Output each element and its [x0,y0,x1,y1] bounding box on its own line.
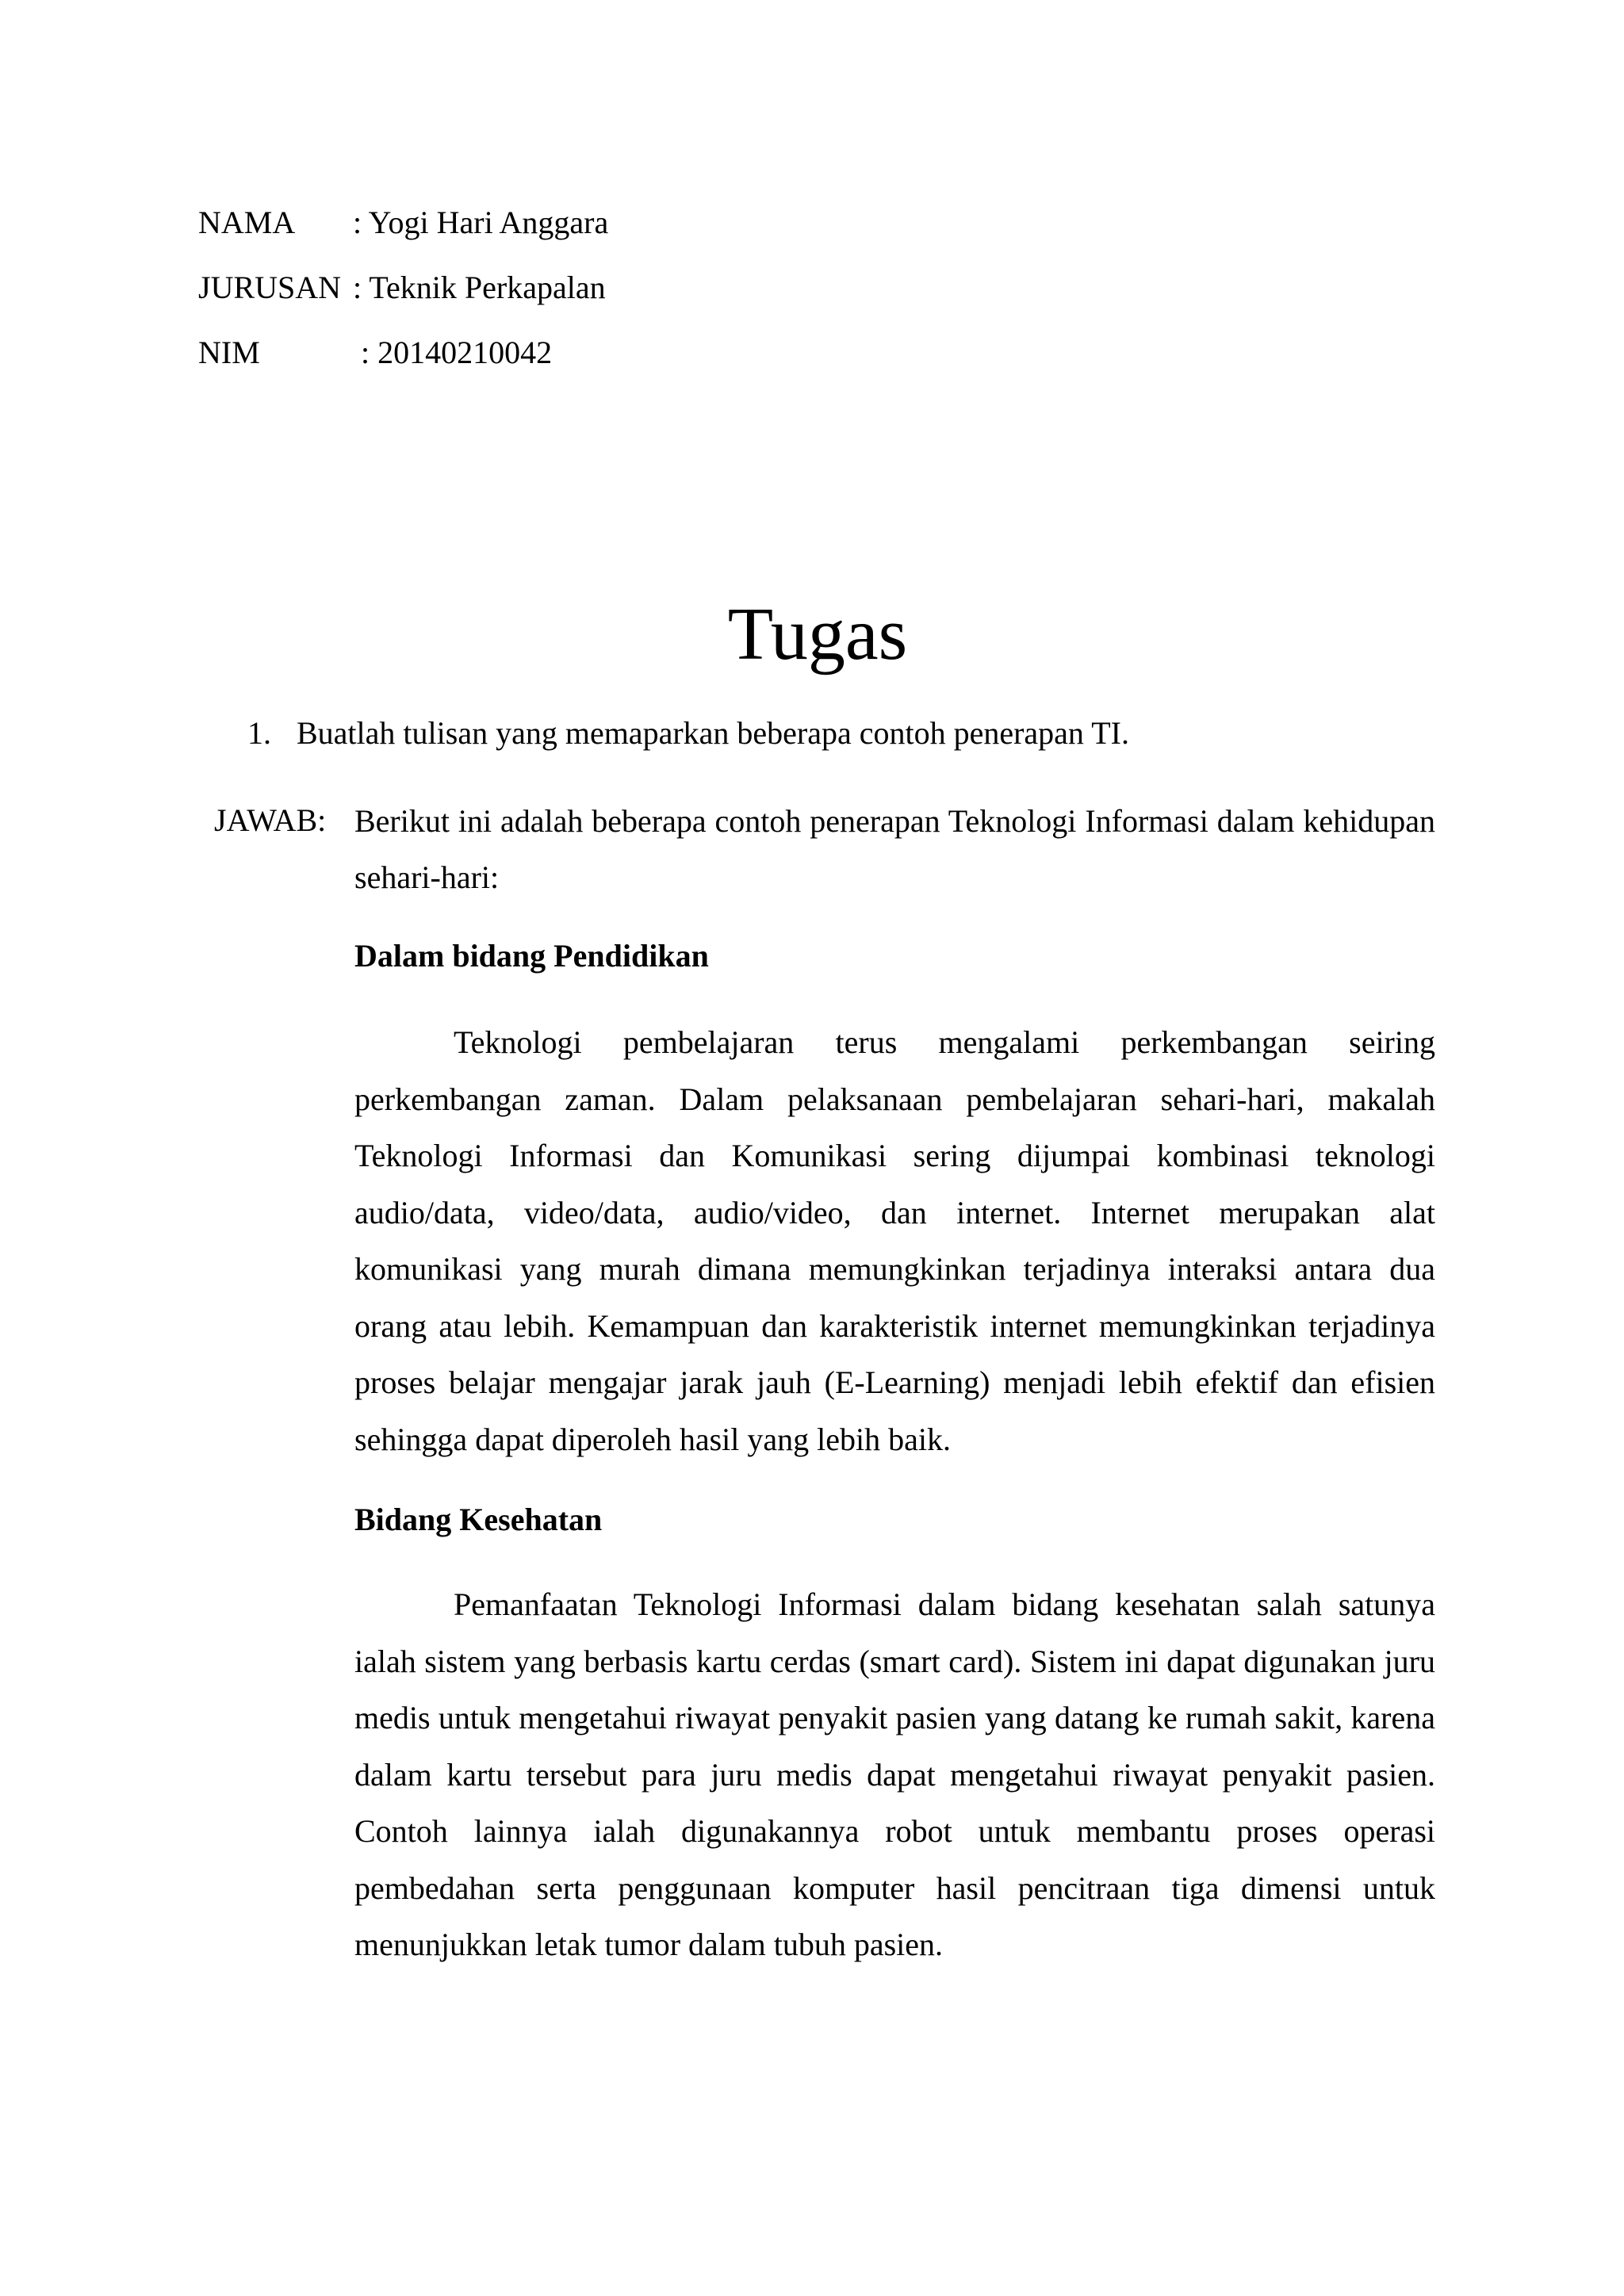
identity-row-major [198,255,608,320]
section-paragraph: Teknologi pembelajaran terus mengalami perkembangan seiring perkembangan zaman. Dalam pelaksanaan pembelajaran sehari-hari, makalah Teknologi Informasi dan Komunikasi sering dijumpai kombinasi teknologi audio/data, video/data, audio/video, dan internet. Internet merupakan alat komunikasi yang murah dimana memungkinkan terjadinya interaksi antara dua orang atau lebih. Kemampuan dan karakteristik internet memungkinkan terjadinya proses belajar mengajar jarak jauh (E-Learning) menjadi lebih efektif dan efisien sehingga dapat diperoleh hasil yang lebih baik. [354,1024,1435,1457]
identity-block [198,190,608,385]
major-value: : Teknik Perkapalan [353,270,606,305]
major-label: JURUSAN [198,270,342,305]
section-education [354,932,1435,1468]
nim-value: : 20140210042 [361,335,553,370]
answer-label: JAWAB: [214,802,327,838]
question-text: Buatlah tulisan yang memaparkan beberapa contoh penerapan TI. [297,715,1129,751]
section-heading: Dalam bidang Pendidikan [354,938,709,974]
section-health [354,1496,1435,1973]
identity-row-name [198,190,608,255]
document-title: Tugas [727,593,908,675]
answer-intro: Berikut ini adalah beberapa contoh penerapan Teknologi Informasi dalam kehidupan sehari-hari: [354,803,1435,895]
section-paragraph: Pemanfaatan Teknologi Informasi dalam bidang kesehatan salah satunya ialah sistem yang berbasis kartu cerdas (smart card). Sistem ini dapat digunakan juru medis untuk mengetahui riwayat penyakit pasien yang datang ke rumah sakit, karena dalam kartu tersebut para juru medis dapat mengetahui riwayat penyakit pasien. Contoh lainnya ialah digunakannya robot untuk membantu proses operasi pembedahan serta penggunaan komputer hasil pencitraan tiga dimensi untuk menunjukkan letak tumor dalam tubuh pasien. [354,1586,1435,1962]
question-number: 1. [247,715,271,751]
name-value: : Yogi Hari Anggara [353,205,609,240]
section-heading: Bidang Kesehatan [354,1502,603,1537]
name-label: NAMA [198,205,296,240]
question-item [247,710,1129,757]
nim-label: NIM [198,335,260,370]
identity-row-nim [198,320,608,385]
